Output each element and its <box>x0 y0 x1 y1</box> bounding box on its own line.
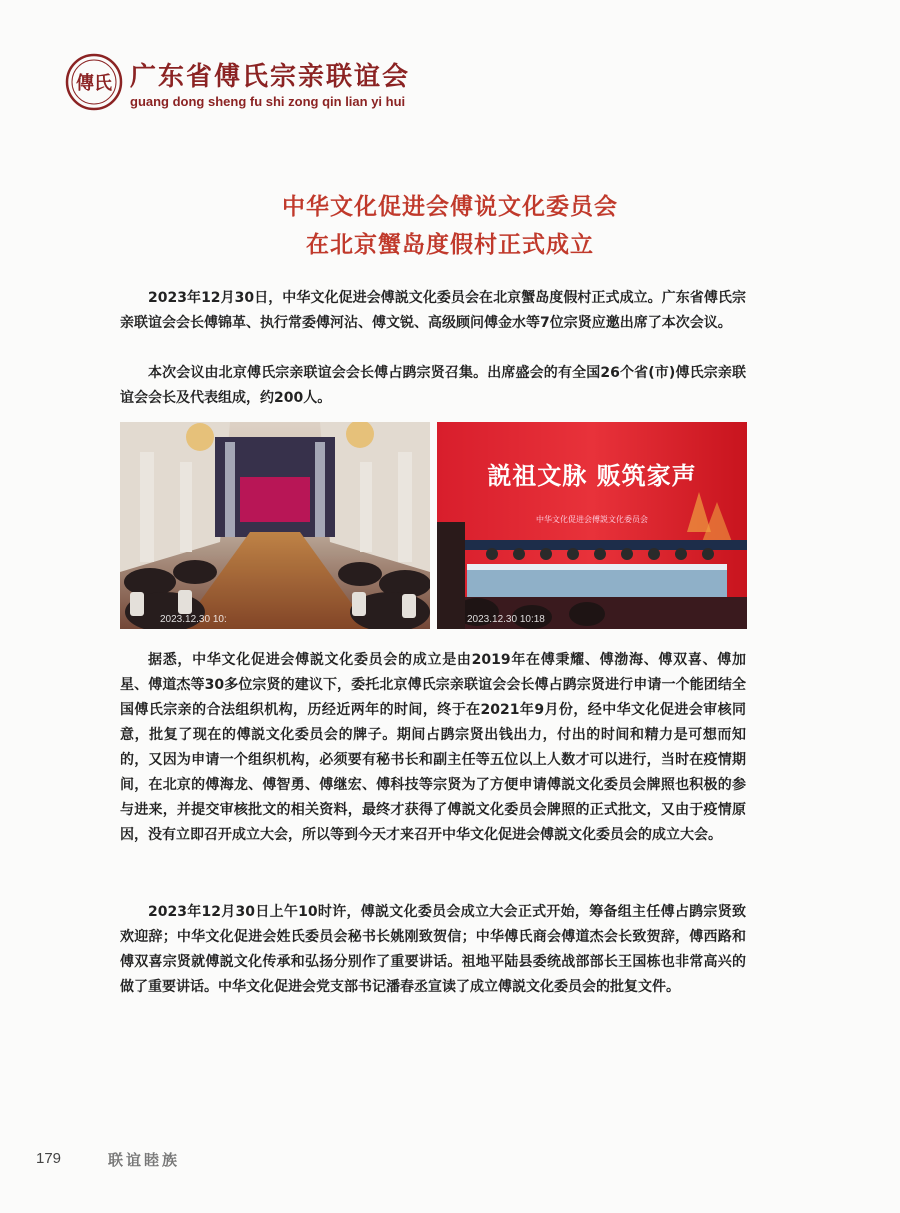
logo-text: 傳氏 <box>76 73 112 94</box>
article-title-line1: 中华文化促进会傅说文化委员会 <box>282 194 618 220</box>
stage-banner-text: 説祖文脉 贩筑家声 <box>487 461 697 490</box>
page-number: 179 <box>36 1150 62 1167</box>
article-title-line2: 在北京蟹岛度假村正式成立 <box>306 232 594 258</box>
org-name: 广东省傅氏宗亲联谊会 <box>130 62 411 92</box>
stage-banner-photo <box>437 422 747 629</box>
header <box>64 50 484 120</box>
conference-hall-photo <box>120 422 430 629</box>
article-paragraph-4: 2023年12月30日上午10时许，傅説文化委员会成立大会正式开始，筹备组主任傅占鹍宗贤致欢迎辞；中华文化促进会姓氏委员会秘书长姚刚致贺信；中华傅氏商会傅道杰会长致贺辞，傅西路和傅双喜宗贤就傅説文化传承和弘扬分别作了重要讲话。祖地平陆县委统战部部长王国栋也非常高兴的做了重要讲话。中华文化促进会党支部书记潘春丞宣读了成立傅説文化委员会的批复文件。 <box>120 904 746 995</box>
article-paragraph-3: 据悉，中华文化促进会傅説文化委员会的成立是由2019年在傅秉耀、傅渤海、傅双喜、傅加星、傅道杰等30多位宗贤的建议下，委托北京傅氏宗亲联谊会会长傅占鹍宗贤进行申请一个能团结全国傅氏宗亲的合法组织机构，历经近两年的时间，终于在2021年9月份，经中华文化促进会审核同意，批复了现在的傅説文化委员会的牌子。期间占鹍宗贤出钱出力，付出的时间和精力是可想而知的，又因为申请一个组织机构，必须要有秘书长和副主任等五位以上人数才可以进行，当时在疫情期间，在北京的傅海龙、傅智勇、傅继宏、傅科技等宗贤为了方便申请傅説文化委员会牌照也积极的参与进来，并提交审核批文的相关资料，最终才获得了傅説文化委员会牌照的正式批文，又由于疫情原因，没有立即召开成立大会，所以等到今天才来召开中华文化促进会傅説文化委员会的成立大会。 <box>120 652 746 843</box>
org-pinyin: guang dong sheng fu shi zong qin lian yi hui <box>130 94 406 109</box>
article-paragraph-2: 本次会议由北京傅氏宗亲联谊会会长傅占鹍宗贤召集。出席盛会的有全国26个省(市)傅氏宗亲联谊会会长及代表组成，约200人。 <box>120 365 746 406</box>
org-logo-icon <box>64 52 124 112</box>
article-paragraph-1: 2023年12月30日，中华文化促进会傅説文化委员会在北京蟹岛度假村正式成立。广东省傅氏宗亲联谊会会长傅锦革、执行常委傅河沾、傅文锐、高级顾问傅金水等7位宗贤应邀出席了本次会议。 <box>120 290 746 331</box>
stage-banner-subtitle: 中华文化促进会傅説文化委员会 <box>536 515 648 524</box>
section-name: 联谊睦族 <box>108 1151 181 1169</box>
photo-timestamp: 2023.12.30 10: <box>160 614 227 625</box>
photo-timestamp: 2023.12.30 10:18 <box>467 614 545 625</box>
